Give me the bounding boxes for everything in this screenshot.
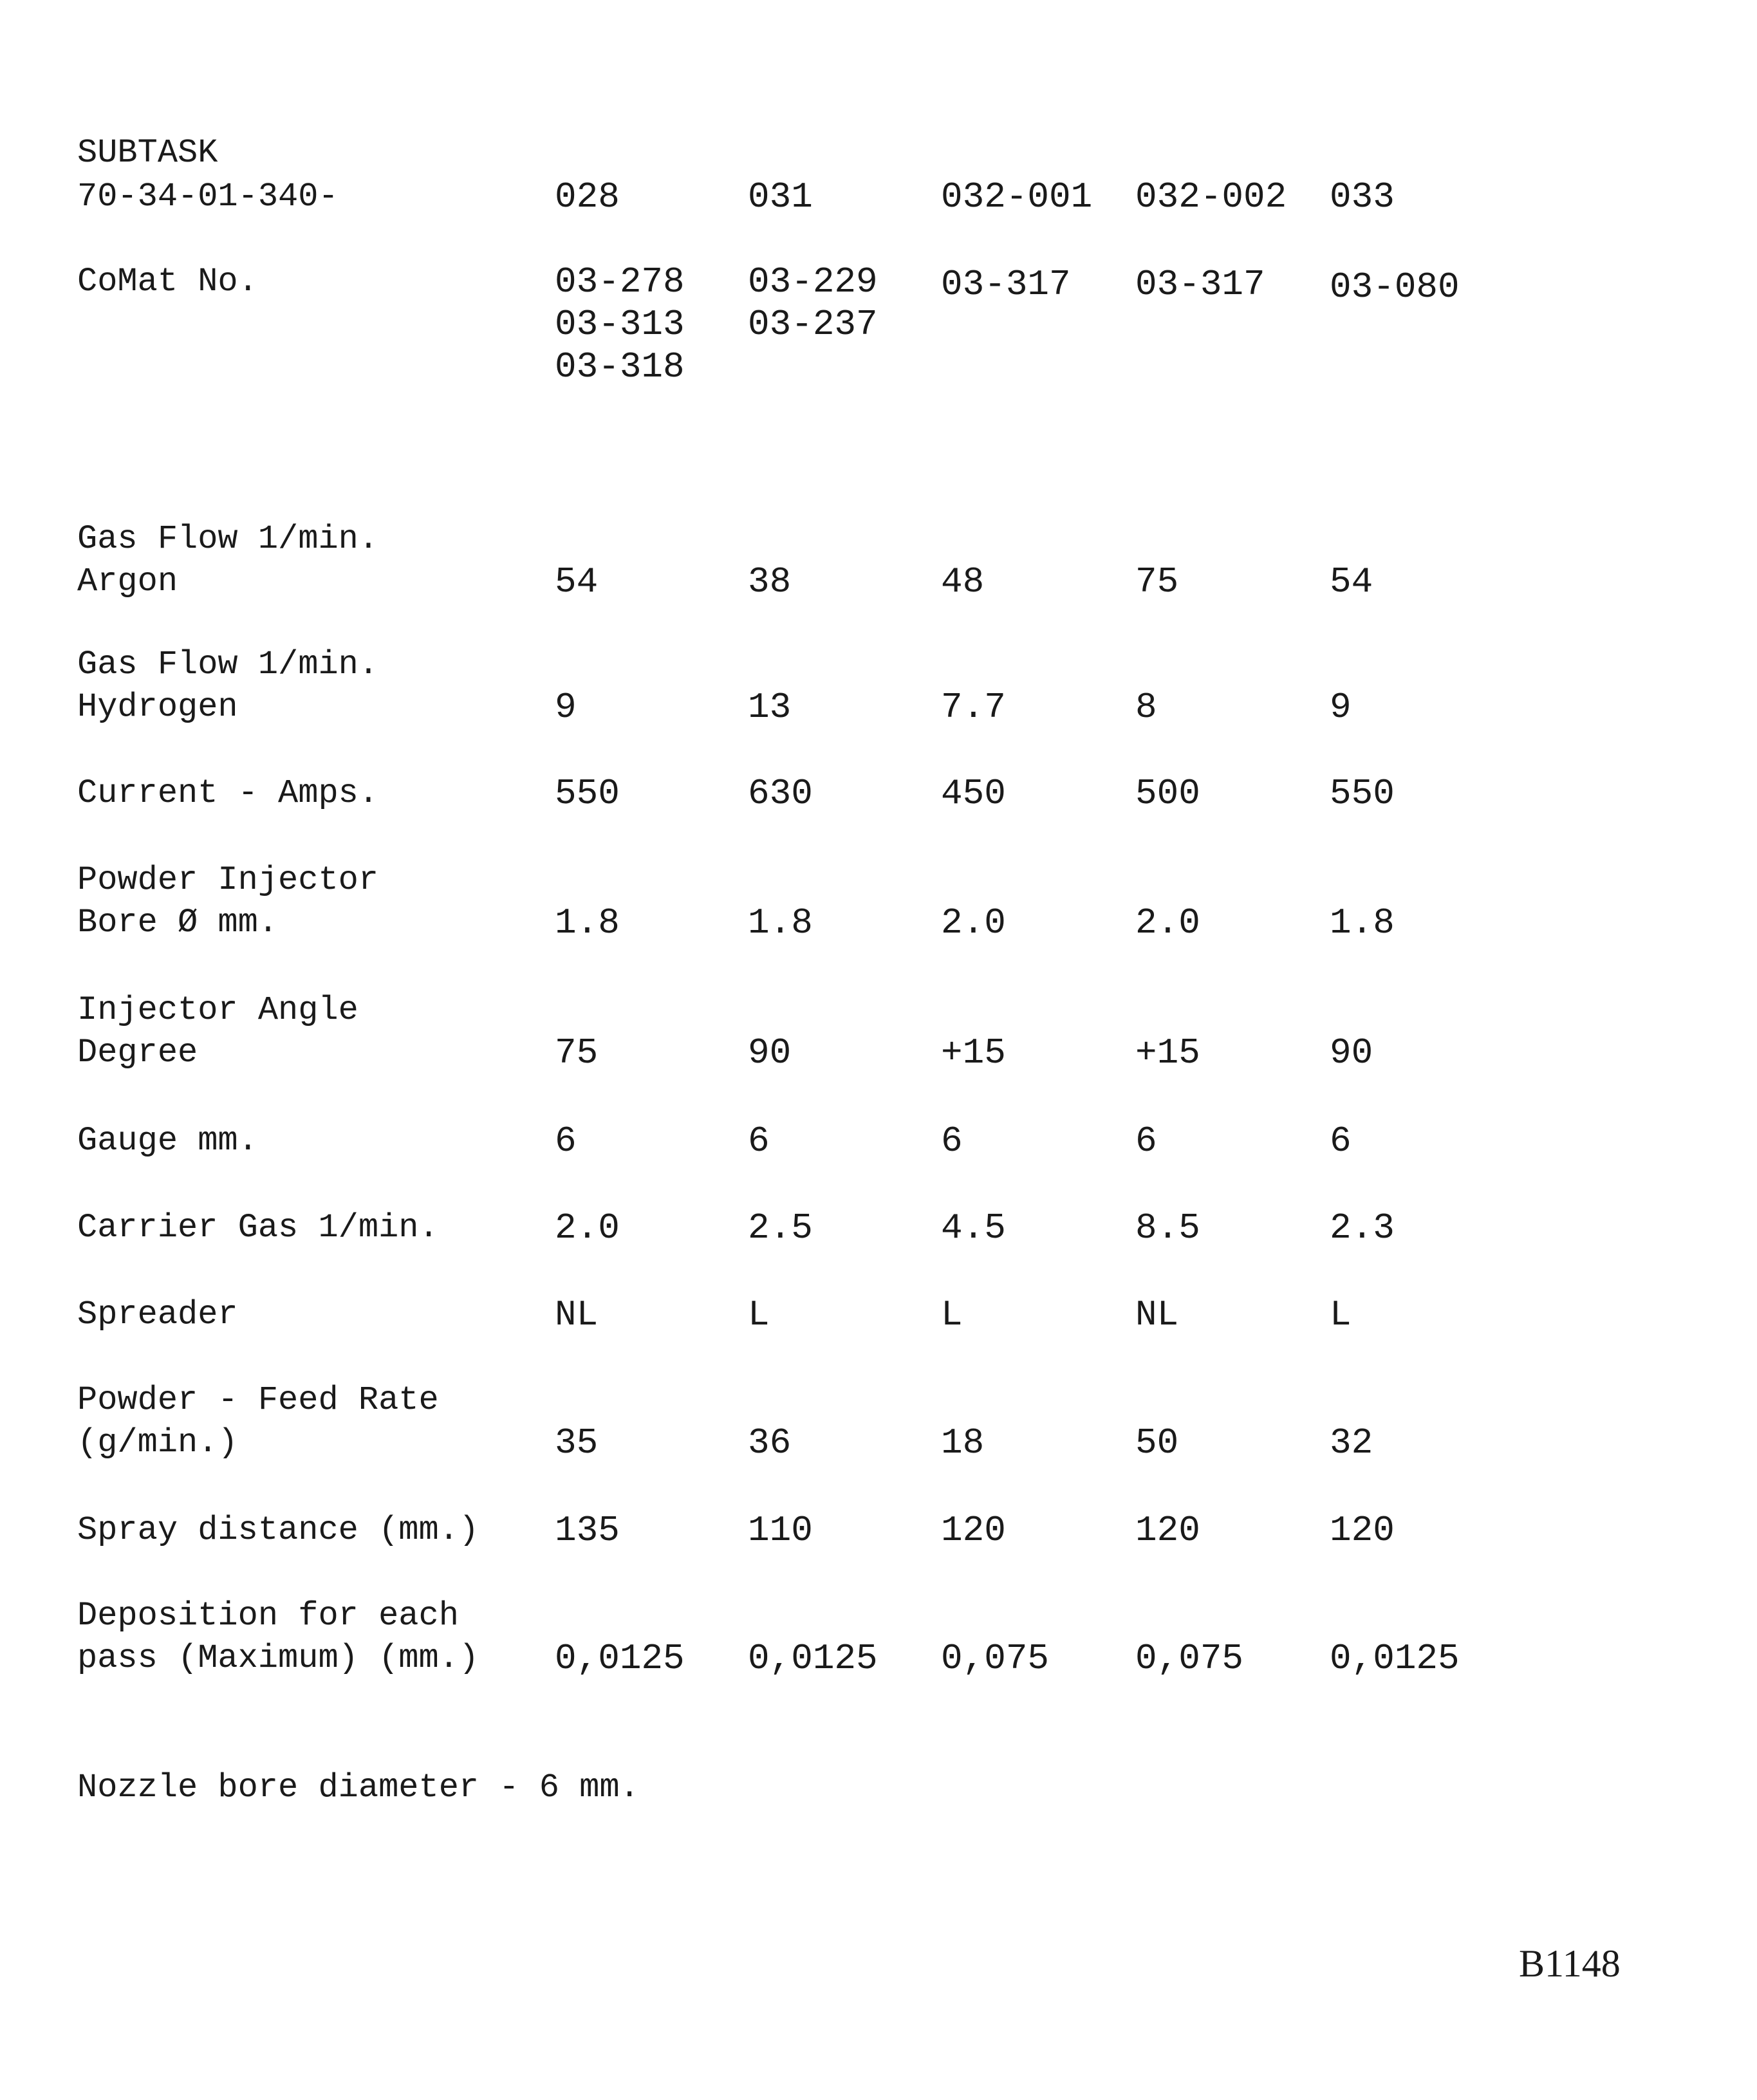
row-value: 1.8 (555, 902, 620, 943)
comat-value: 03-313 (555, 304, 685, 345)
row-value: 120 (1330, 1510, 1395, 1551)
row-value: 135 (555, 1510, 620, 1551)
row-label: Injector Angle (77, 991, 358, 1029)
row-value: 0,075 (941, 1638, 1050, 1679)
column-header-2: 031 (748, 176, 813, 218)
subtask-label: SUBTASK (77, 134, 218, 172)
row-value: 6 (748, 1120, 770, 1162)
row-value: 500 (1135, 773, 1200, 814)
column-header-3: 032-001 (941, 176, 1093, 218)
row-value: 2.0 (941, 902, 1006, 943)
document-id: B1148 (1519, 1942, 1621, 1985)
row-value: 90 (748, 1032, 792, 1073)
row-label: Degree (77, 1034, 198, 1072)
row-value: 75 (555, 1032, 599, 1073)
row-value: NL (1135, 1294, 1179, 1335)
row-value: 36 (748, 1422, 792, 1463)
row-label: Spreader (77, 1296, 238, 1333)
row-label: Bore Ø mm. (77, 904, 279, 942)
row-value: 0,0125 (555, 1638, 685, 1679)
row-value: 1.8 (748, 902, 813, 943)
row-label: Current - Amps. (77, 774, 379, 812)
row-value: 38 (748, 561, 792, 602)
nozzle-note: Nozzle bore diameter - 6 mm. (77, 1769, 640, 1807)
row-label: Powder Injector (77, 861, 379, 899)
row-value: 75 (1135, 561, 1179, 602)
row-value: 2.0 (1135, 902, 1200, 943)
row-value: 6 (1135, 1120, 1157, 1162)
column-header-1: 028 (555, 176, 620, 218)
comat-value: 03-318 (555, 346, 685, 387)
comat-value: 03-237 (748, 304, 878, 345)
row-value: 7.7 (941, 687, 1006, 728)
row-value: 2.0 (555, 1207, 620, 1249)
row-value: L (941, 1294, 963, 1335)
row-value: 8.5 (1135, 1207, 1200, 1249)
row-value: 9 (1330, 687, 1352, 728)
row-value: 1.8 (1330, 902, 1395, 943)
row-value: 120 (941, 1510, 1006, 1551)
row-value: L (1330, 1294, 1352, 1335)
row-value: 120 (1135, 1510, 1200, 1551)
row-value: 0,0125 (748, 1638, 878, 1679)
row-label: Argon (77, 562, 178, 600)
row-label: Spray distance (mm.) (77, 1511, 479, 1549)
column-header-4: 032-002 (1135, 176, 1287, 218)
row-value: 2.5 (748, 1207, 813, 1249)
row-value: 6 (1330, 1120, 1352, 1162)
comat-value: 03-317 (941, 264, 1071, 305)
row-value: 550 (1330, 773, 1395, 814)
column-header-5: 033 (1330, 176, 1395, 218)
row-value: 32 (1330, 1422, 1373, 1463)
row-value: NL (555, 1294, 599, 1335)
row-value: +15 (1135, 1032, 1200, 1073)
row-value: 35 (555, 1422, 599, 1463)
comat-value: 03-229 (748, 261, 878, 302)
comat-value: 03-317 (1135, 264, 1265, 305)
row-value: 6 (941, 1120, 963, 1162)
row-value: 0,075 (1135, 1638, 1244, 1679)
row-label: (g/min.) (77, 1424, 238, 1462)
row-label: pass (Maximum) (mm.) (77, 1639, 479, 1677)
row-value: 90 (1330, 1032, 1373, 1073)
row-value: 110 (748, 1510, 813, 1551)
row-label: Deposition for each (77, 1597, 459, 1635)
row-value: 4.5 (941, 1207, 1006, 1249)
row-label: Gas Flow 1/min. (77, 646, 379, 683)
row-value: 6 (555, 1120, 577, 1162)
row-label: Hydrogen (77, 688, 238, 726)
row-value: 9 (555, 687, 577, 728)
row-label: Gas Flow 1/min. (77, 520, 379, 558)
row-value: 18 (941, 1422, 985, 1463)
row-value: 450 (941, 773, 1006, 814)
row-value: 550 (555, 773, 620, 814)
comat-value: 03-080 (1330, 266, 1460, 308)
row-value: 48 (941, 561, 985, 602)
row-value: 8 (1135, 687, 1157, 728)
row-value: 630 (748, 773, 813, 814)
comat-value: 03-278 (555, 261, 685, 302)
row-value: L (748, 1294, 770, 1335)
row-value: 2.3 (1330, 1207, 1395, 1249)
row-value: 54 (1330, 561, 1373, 602)
row-label: Carrier Gas 1/min. (77, 1209, 439, 1247)
row-label: Powder - Feed Rate (77, 1381, 439, 1419)
subtask-code: 70-34-01-340- (77, 178, 339, 216)
row-value: 50 (1135, 1422, 1179, 1463)
row-value: 0,0125 (1330, 1638, 1460, 1679)
row-label: Gauge mm. (77, 1122, 258, 1160)
row-value: +15 (941, 1032, 1006, 1073)
row-value: 54 (555, 561, 599, 602)
comat-label: CoMat No. (77, 263, 258, 301)
row-value: 13 (748, 687, 792, 728)
